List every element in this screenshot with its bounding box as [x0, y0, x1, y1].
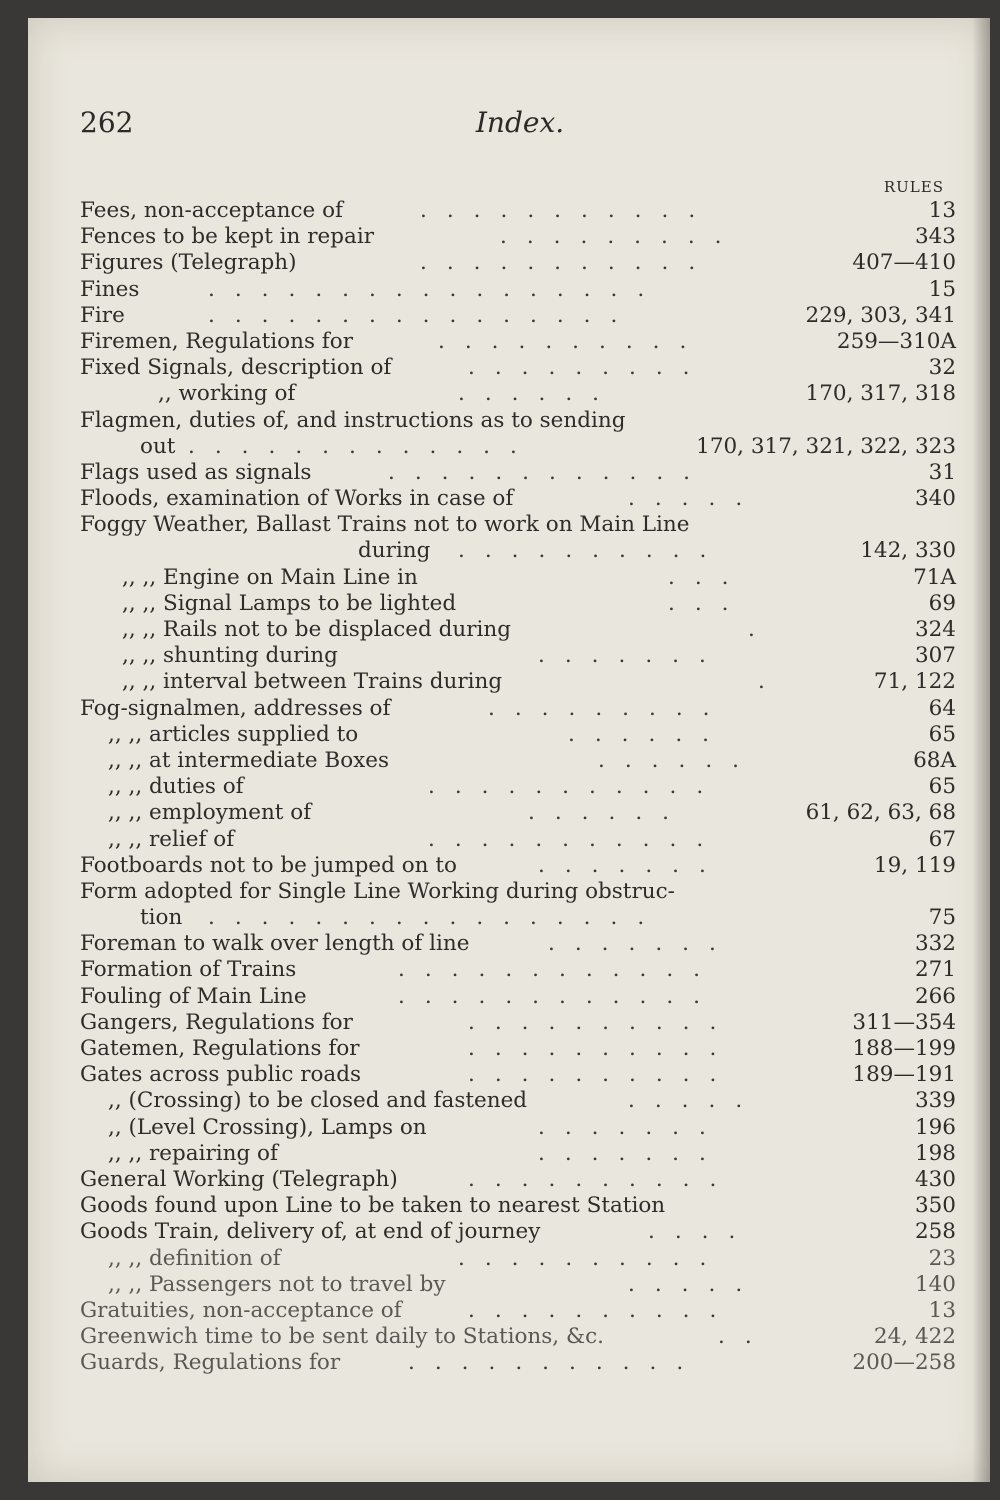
dot-leader: ........... [420, 250, 716, 276]
index-entry [68, 722, 956, 748]
entry-heading: Gangers, Regulations for [80, 1009, 353, 1035]
dot-leader: ............ [388, 459, 711, 485]
rule-reference: 69 [928, 590, 956, 616]
entry-heading: Fouling of Main Line [80, 983, 307, 1009]
entry-heading: ,, ,, articles supplied to [108, 721, 359, 747]
rule-reference: 13 [928, 1297, 956, 1323]
index-entry [68, 329, 956, 355]
entry-heading: Gratuities, non-acceptance of [80, 1297, 402, 1323]
rule-reference: 332 [914, 931, 956, 957]
dot-leader: ................. [208, 276, 665, 302]
index-entry-list [68, 198, 956, 1376]
rule-reference: 61, 62, 63, 68 [805, 800, 956, 826]
dot-leader: ........... [428, 774, 724, 800]
rule-reference: 350 [914, 1193, 956, 1219]
index-entry [68, 853, 956, 879]
entry-heading: ,, ,, Signal Lamps to be lighted [122, 590, 457, 616]
rules-column-heading: RULES [883, 178, 944, 196]
dot-leader: .......... [468, 1036, 737, 1061]
rule-reference: 170, 317, 321, 322, 323 [696, 433, 956, 459]
entry-heading: Floods, examination of Works in case of [80, 486, 514, 512]
entry-heading: Fees, non-acceptance of [80, 198, 343, 223]
rule-reference: 188—199 [852, 1036, 956, 1061]
dot-leader: ......... [488, 695, 730, 721]
rule-reference: 13 [928, 198, 956, 223]
entry-heading: Flagmen, duties of, and instructions as to sending [80, 407, 626, 433]
entry-heading: ,, working of [158, 381, 296, 407]
running-title: Index. [475, 106, 565, 139]
dot-leader: ............ [398, 983, 721, 1009]
entry-heading: during [358, 538, 431, 564]
index-entry [68, 460, 956, 486]
index-entry [68, 381, 956, 407]
entry-heading: Footboards not to be jumped on to [80, 852, 457, 878]
dot-leader: ................. [208, 905, 665, 931]
entry-heading: Figures (Telegraph) [80, 250, 297, 276]
entry-heading: ,, ,, at intermediate Boxes [108, 747, 390, 773]
index-entry [68, 303, 956, 329]
entry-heading: Fences to be kept in repair [80, 224, 374, 250]
index-entry [68, 696, 956, 722]
dot-leader: ...... [598, 747, 760, 773]
index-entry [68, 1350, 956, 1376]
entry-heading: ,, ,, Engine on Main Line in [122, 564, 418, 590]
dot-leader: ............ [398, 957, 721, 983]
index-entry [68, 250, 956, 276]
index-entry [68, 1036, 956, 1062]
dot-leader: ....... [538, 852, 726, 878]
index-entry [68, 565, 956, 591]
entry-heading: General Working (Telegraph) [80, 1166, 398, 1192]
rule-reference: 65 [928, 774, 956, 800]
rule-reference: 259—310A [836, 328, 956, 354]
entry-heading: Guards, Regulations for [80, 1350, 341, 1376]
rule-reference: 31 [928, 459, 956, 485]
entry-heading: Greenwich time to be sent daily to Stations, &c. [80, 1324, 604, 1350]
rule-reference: 271 [914, 957, 956, 983]
entry-heading: ,, ,, shunting during [122, 643, 338, 669]
index-entry [68, 931, 956, 957]
rule-reference: 15 [928, 276, 956, 302]
rule-reference: 24, 422 [873, 1324, 956, 1350]
rule-reference: 200—258 [852, 1350, 956, 1376]
book-page [28, 18, 990, 1482]
entry-heading: ,, (Crossing) to be closed and fastened [108, 1088, 528, 1114]
index-entry [68, 617, 956, 643]
rule-reference: 64 [928, 695, 956, 721]
entry-heading: ,, ,, Passengers not to travel by [108, 1271, 446, 1297]
index-entry [68, 1298, 956, 1324]
dot-leader: . [748, 617, 775, 642]
rule-reference: 71, 122 [873, 669, 956, 695]
rule-reference: 229, 303, 341 [805, 302, 956, 328]
dot-leader: ... [668, 590, 749, 616]
dot-leader: .... [648, 1219, 756, 1245]
index-entry [68, 591, 956, 617]
dot-leader: ....... [538, 1140, 726, 1166]
dot-leader: ....... [538, 643, 726, 669]
page-header [80, 106, 960, 156]
dot-leader: ..... [628, 1271, 763, 1297]
rule-reference: 65 [928, 721, 956, 747]
rule-reference: 32 [928, 355, 956, 381]
entry-heading: ,, ,, interval between Trains during [122, 669, 503, 695]
dot-leader: ...... [528, 800, 690, 826]
dot-leader: ..... [628, 1088, 763, 1114]
index-entry [68, 984, 956, 1010]
index-entry [68, 957, 956, 983]
index-entry [68, 1324, 956, 1350]
index-entry [68, 1272, 956, 1298]
entry-heading: ,, ,, relief of [108, 826, 235, 852]
index-entry [68, 1193, 956, 1219]
entry-heading: Goods Train, delivery of, at end of journey [80, 1219, 541, 1245]
rule-reference: 19, 119 [873, 852, 956, 878]
dot-leader: .......... [468, 1009, 737, 1035]
dot-leader: .. [718, 1324, 772, 1350]
page-edge-shadow [972, 18, 990, 1482]
index-entry [68, 408, 956, 434]
rule-reference: 75 [928, 905, 956, 931]
index-entry [68, 1010, 956, 1036]
rule-reference: 67 [928, 826, 956, 852]
index-entry [68, 1167, 956, 1193]
entry-heading: tion [140, 905, 183, 931]
rule-reference: 343 [914, 224, 956, 250]
rule-reference: 189—191 [852, 1062, 956, 1088]
rule-reference: 71A [913, 564, 956, 590]
dot-leader: .......... [458, 538, 727, 564]
dot-leader: ........... [408, 1350, 704, 1376]
entry-heading: Gates across public roads [80, 1062, 362, 1088]
dot-leader: ........... [428, 826, 724, 852]
index-entry [68, 277, 956, 303]
dot-leader: ...... [568, 721, 730, 747]
entry-heading: Foggy Weather, Ballast Trains not to work on Main Line [80, 512, 690, 538]
rule-reference: 142, 330 [860, 538, 956, 564]
entry-heading: ,, ,, repairing of [108, 1140, 278, 1166]
dot-leader: ............. [188, 433, 537, 459]
entry-heading: ,, ,, employment of [108, 800, 312, 826]
index-entry [68, 879, 956, 905]
index-entry [68, 643, 956, 669]
dot-leader: .......... [458, 1245, 727, 1271]
rule-reference: 23 [928, 1245, 956, 1271]
entry-heading: Fines [80, 276, 140, 302]
rule-reference: 430 [914, 1166, 956, 1192]
dot-leader: . [758, 669, 785, 695]
index-entry [68, 1115, 956, 1141]
index-entry [68, 355, 956, 381]
entry-heading: ,, ,, duties of [108, 774, 244, 800]
rule-reference: 307 [914, 643, 956, 669]
index-entry [68, 512, 956, 538]
index-entry [68, 486, 956, 512]
rule-reference: 258 [914, 1219, 956, 1245]
dot-leader: ... [668, 564, 749, 590]
rule-reference: 340 [914, 486, 956, 512]
index-entry [68, 1062, 956, 1088]
rule-reference: 311—354 [852, 1009, 956, 1035]
rule-reference: 140 [914, 1271, 956, 1297]
dot-leader: ..... [628, 486, 763, 512]
index-entry [68, 224, 956, 250]
entry-heading: ,, ,, definition of [108, 1245, 281, 1271]
index-entry [68, 1088, 956, 1114]
entry-heading: Firemen, Regulations for [80, 328, 353, 354]
page-number: 262 [80, 106, 134, 139]
rule-reference: 339 [914, 1088, 956, 1114]
entry-heading: Formation of Trains [80, 957, 297, 983]
dot-leader: ....... [538, 1114, 726, 1140]
entry-heading: Flags used as signals [80, 459, 312, 485]
rule-reference: 170, 317, 318 [805, 381, 956, 407]
index-entry [68, 800, 956, 826]
index-entry [68, 905, 956, 931]
index-entry [68, 1141, 956, 1167]
index-entry [68, 827, 956, 853]
index-entry [68, 198, 956, 224]
index-entry [68, 748, 956, 774]
index-entry [68, 538, 956, 564]
entry-heading: Foreman to walk over length of line [80, 931, 470, 957]
dot-leader: .......... [438, 328, 707, 354]
rule-reference: 196 [914, 1114, 956, 1140]
dot-leader: .......... [468, 1166, 737, 1192]
entry-heading: Fire [80, 302, 125, 328]
rule-reference: 266 [914, 983, 956, 1009]
entry-heading: ,, (Level Crossing), Lamps on [108, 1114, 427, 1140]
rule-reference: 407—410 [852, 250, 956, 276]
entry-heading: Goods found upon Line to be taken to nearest Station [80, 1193, 666, 1219]
entry-heading: ,, ,, Rails not to be displaced during [122, 617, 511, 642]
entry-heading: Form adopted for Single Line Working during obstruc- [80, 878, 675, 904]
dot-leader: .......... [468, 1062, 737, 1088]
entry-heading: Fog-signalmen, addresses of [80, 695, 391, 721]
dot-leader: ......... [500, 224, 742, 250]
dot-leader: ................ [208, 302, 638, 328]
index-entry [68, 1219, 956, 1245]
rule-reference: 68A [913, 747, 956, 773]
dot-leader: ......... [468, 355, 710, 381]
entry-heading: Gatemen, Regulations for [80, 1036, 360, 1061]
rule-reference: 324 [914, 617, 956, 642]
entry-heading: out [140, 433, 176, 459]
index-entry [68, 669, 956, 695]
index-entry [68, 1246, 956, 1272]
entry-heading: Fixed Signals, description of [80, 355, 392, 381]
rule-reference: 198 [914, 1140, 956, 1166]
index-entry [68, 434, 956, 460]
dot-leader: ...... [458, 381, 620, 407]
index-entry [68, 774, 956, 800]
dot-leader: ....... [548, 931, 736, 957]
dot-leader: ........... [420, 198, 716, 223]
dot-leader: .......... [468, 1297, 737, 1323]
